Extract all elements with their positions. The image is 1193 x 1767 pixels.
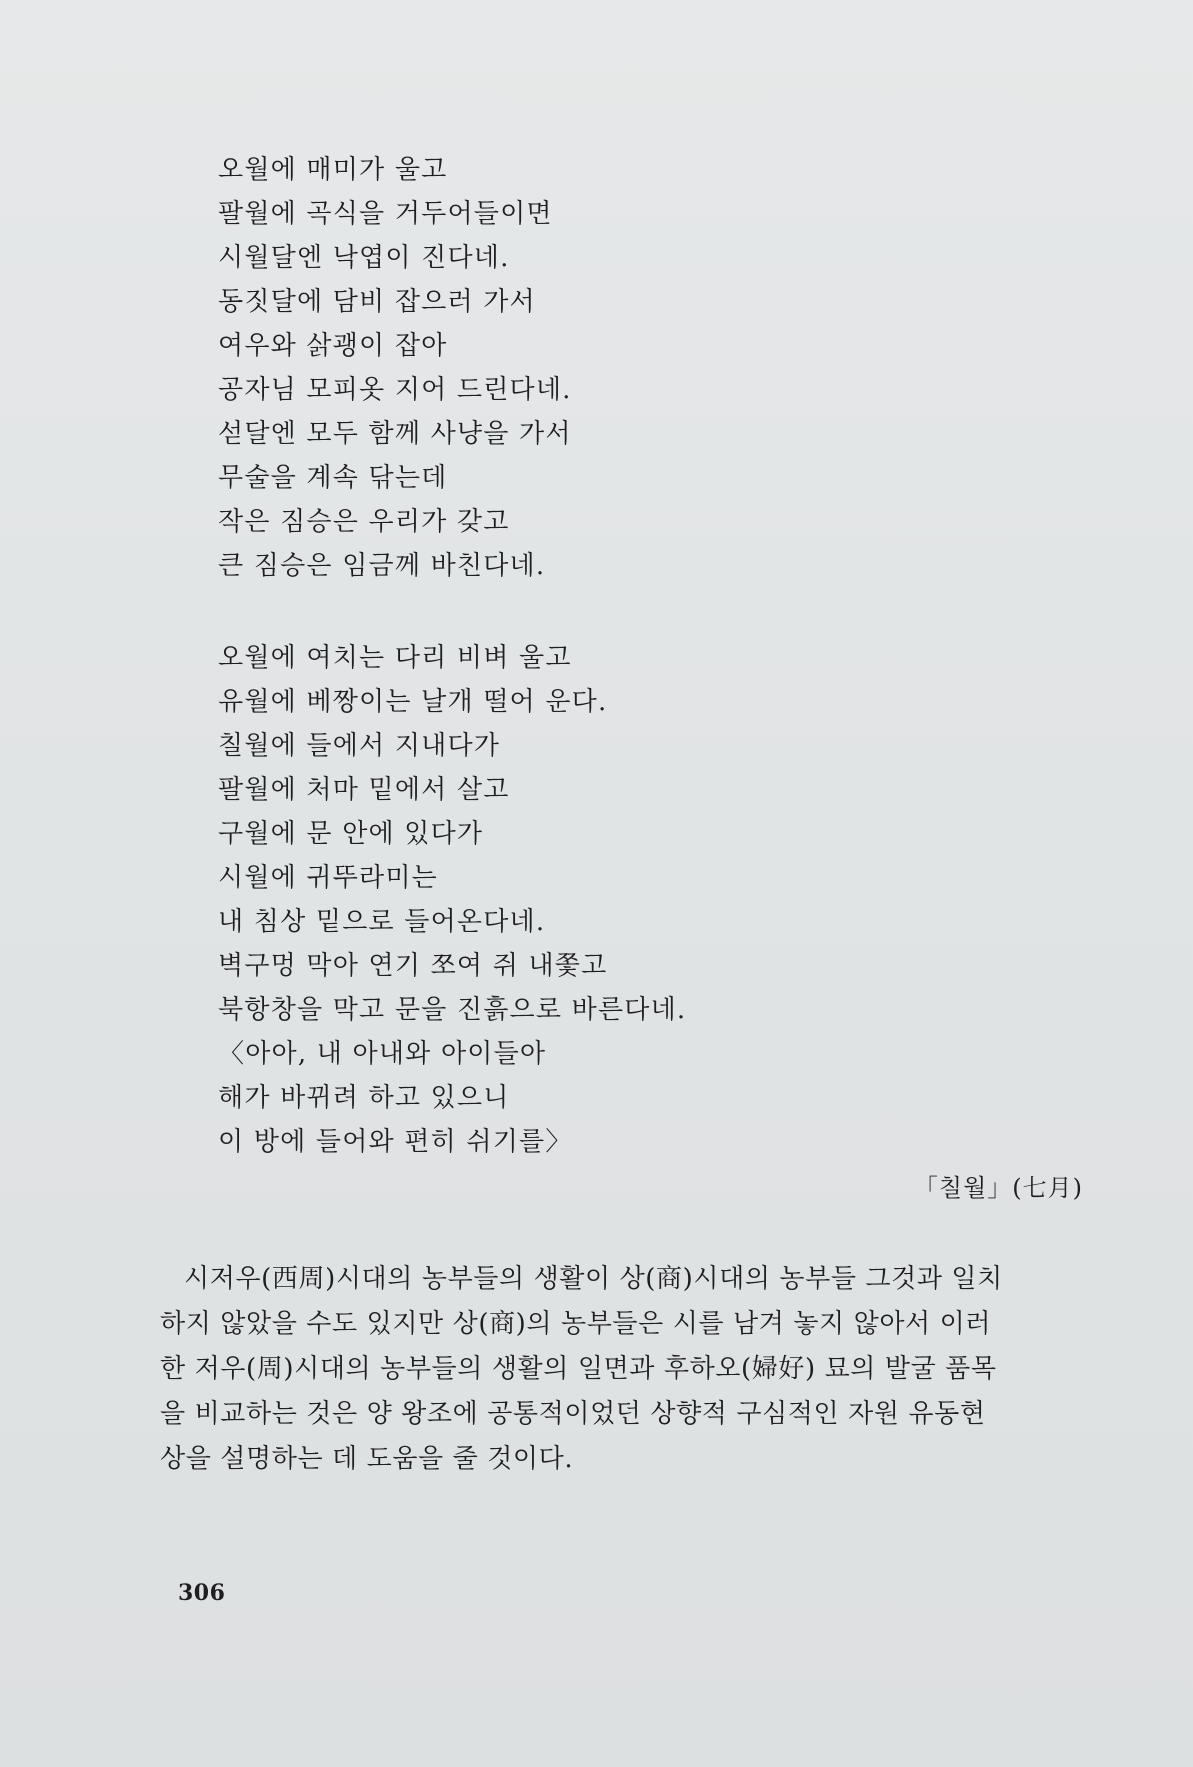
poem-line: 팔월에 곡식을 거두어들이면 xyxy=(218,199,553,229)
prose-line: 상을 설명하는 데 도움을 줄 것이다. xyxy=(160,1444,574,1474)
poem-line: 해가 바뀌려 하고 있으니 xyxy=(218,1083,510,1113)
poem-line: 동짓달에 담비 잡으러 가서 xyxy=(218,287,536,317)
poem-line: 벽구멍 막아 연기 쪼여 쥐 내쫓고 xyxy=(218,951,608,981)
prose-line: 한 저우(周)시대의 농부들의 생활의 일면과 후하오(婦好) 묘의 발굴 품목 xyxy=(160,1354,997,1384)
prose-paragraph xyxy=(160,1257,1090,1482)
poem-line: 시월달엔 낙엽이 진다네. xyxy=(218,243,510,273)
poem-line: 오월에 매미가 울고 xyxy=(218,155,448,185)
poem-line: 유월에 베짱이는 날개 떨어 운다. xyxy=(218,687,608,717)
poem-line: 여우와 삵괭이 잡아 xyxy=(218,331,448,361)
poem-attribution: 「칠월」(七月) xyxy=(913,1174,1083,1202)
poem-line: 오월에 여치는 다리 비벼 울고 xyxy=(218,643,572,673)
poem-line: 내 침상 밑으로 들어온다네. xyxy=(218,907,546,937)
poem-stanza-1 xyxy=(218,148,572,588)
poem-line: 구월에 문 안에 있다가 xyxy=(218,819,484,849)
prose-line: 하지 않았을 수도 있지만 상(商)의 농부들은 시를 남겨 놓지 않아서 이러 xyxy=(160,1309,992,1339)
poem-line: 공자님 모피옷 지어 드린다네. xyxy=(218,375,572,405)
poem-line: 〈아아, 내 아내와 아이들아 xyxy=(218,1039,547,1069)
poem-line: 무술을 계속 닦는데 xyxy=(218,463,448,493)
poem-line: 큰 짐승은 임금께 바친다네. xyxy=(218,551,546,581)
poem-stanza-2 xyxy=(218,636,686,1164)
prose-line: 을 비교하는 것은 양 왕조에 공통적이었던 상향적 구심적인 자원 유동현 xyxy=(160,1399,986,1429)
page-number: 306 xyxy=(178,1580,226,1606)
poem-line: 북항창을 막고 문을 진흙으로 바른다네. xyxy=(218,995,687,1025)
poem-line: 칠월에 들에서 지내다가 xyxy=(218,731,501,761)
poem-line: 섣달엔 모두 함께 사냥을 가서 xyxy=(218,419,572,449)
poem-line: 작은 짐승은 우리가 갖고 xyxy=(218,507,510,537)
poem-line: 시월에 귀뚜라미는 xyxy=(218,863,438,893)
poem-line: 팔월에 처마 밑에서 살고 xyxy=(218,775,510,805)
prose-line: 시저우(西周)시대의 농부들의 생활이 상(商)시대의 농부들 그것과 일치 xyxy=(184,1264,1003,1294)
poem-line: 이 방에 들어와 편히 쉬기를〉 xyxy=(218,1127,573,1157)
